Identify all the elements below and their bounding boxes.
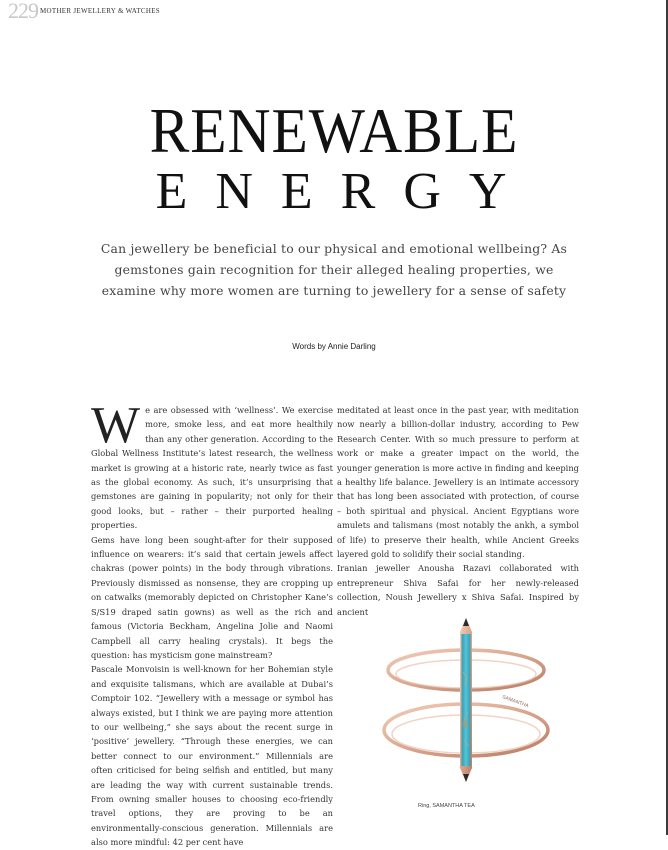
body-paragraph: Gems have long been sought-after for their supposed influence on wearers: it’s said that certain jewels affect chakras (power points) in the body through vibrations. Previously dismissed as nonsense, they are cropping up on catwalks (memorably depicted on Christopher Kane’s S/S19 draped satin gowns) as well as the rich and famous (Victoria Beckham, Angelina Jolie and Naomi Campbell all carry healing crystals). It begs the question: has mysticism gone mainstream? [91, 534, 333, 660]
body-paragraph: meditated at least once in the past year, with meditation now nearly a billion-dollar industry, according to Pew Research Center. With so much pressure to perform at work or make a greater impact on the world, the younger generation is more active in finding and keeping a healthy life balance. Jewellery is an intimate accessory that has long been associated with protection, of course – both spiritual and physical. Ancient Egyptians wore amulets and talismans (most notably the ankh, a symbol of life) to preserve their health, while Ancient Greeks layered gold to solidify their social standing. [337, 405, 579, 560]
ring-engraving: SAMANTHA [501, 694, 530, 710]
turquoise-stone [462, 634, 471, 766]
ring-illustration [368, 612, 564, 788]
body-column-right [337, 403, 579, 619]
standfirst: Can jewellery be beneficial to our physical and emotional wellbeing? As gemstones gain recognition for their alleged healing properties, we examine why more women are turning to jewellery for a sense of safety [100, 241, 568, 298]
body-paragraph [91, 397, 333, 533]
body-paragraph: Iranian jeweller Anousha Razavi collaborated with entrepreneur Shiva Safai for her newly-released collection, Noush Jewellery x Shiva Safai. Inspired by ancient [337, 563, 579, 617]
body-paragraph: Pascale Monvoisin is well-known for her Bohemian style and exquisite talismans, which are available at Dubai’s Comptoir 102. “Jewellery with a message or symbol has always existed, but I think we are paying more attention to our wellbeing,” she says about the recent surge in ‘positive’ jewellery. “Through these energies, we can better connect to our environment.” Millennials are often criticised for being selfish and entitled, but many are leading the way with current sustainable trends. From owning smaller houses to choosing eco-friendly travel options, they are proving to be an environmentally-conscious generation. Millennials are also more mindful: 42 per cent have [91, 664, 333, 848]
ring-photo [368, 612, 564, 788]
page-number: 229 [8, 0, 38, 23]
headline-line-2: ENERGY [155, 163, 535, 220]
drop-cap: W [91, 397, 141, 454]
paragraph-text: e are obsessed with ‘wellness’. We exercise more, smoke less, and eat more healthily than any other generation. According to the Global Wellness Institute’s latest research, the wellness market is growing at a historic rate, nearly twice as fast as the global economy. As such, it’s unsurprising that gemstones are gaining in popularity; not only for their good looks, but – rather – their purported healing properties. [91, 405, 333, 531]
image-caption: Ring, SAMANTHA TEA [418, 803, 475, 809]
headline-line-1: RENEWABLE [149, 95, 519, 166]
section-label: MOTHER JEWELLERY & WATCHES [40, 7, 160, 15]
byline: Words by Annie Darling [292, 342, 376, 351]
body-column-left [91, 397, 333, 850]
page-folio [8, 0, 160, 23]
